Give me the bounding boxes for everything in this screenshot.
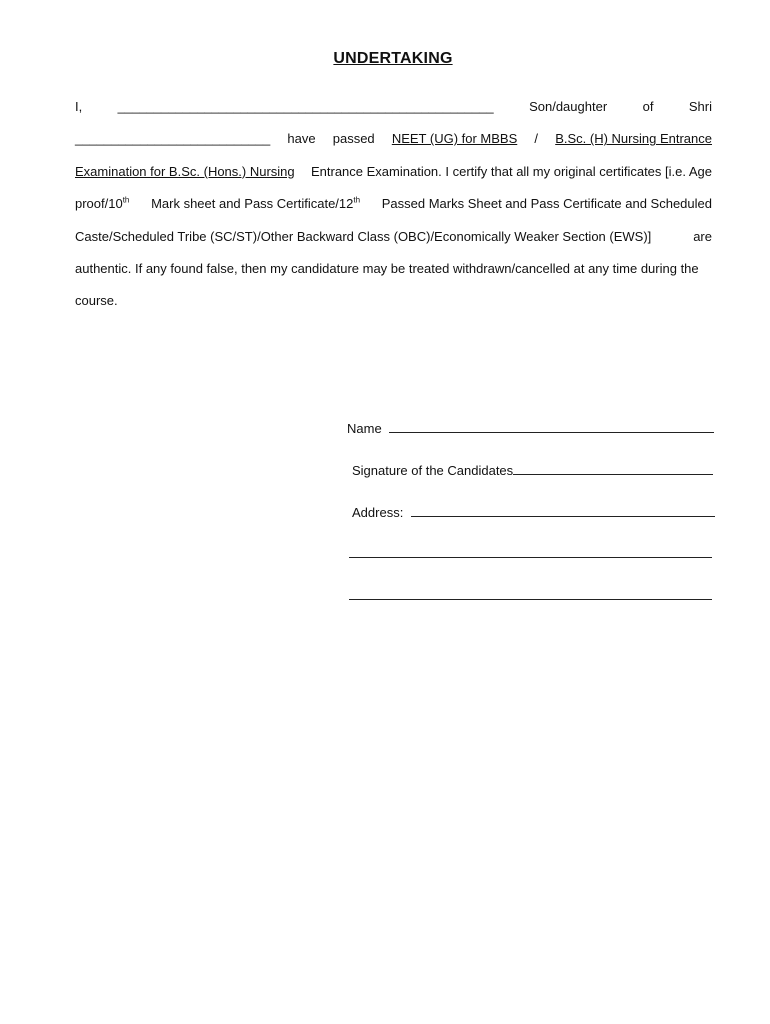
passed-marks-text: Passed Marks Sheet and Pass Certificate and Scheduled xyxy=(381,196,712,212)
name-field-row xyxy=(347,420,714,436)
address-fill-line-3[interactable] xyxy=(349,587,712,600)
bsc-hons-exam-text: Examination for B.Sc. (Hons.) Nursing xyxy=(75,163,295,179)
are-text: are xyxy=(693,228,712,244)
paragraph-line-5 xyxy=(75,221,712,253)
paragraph-line-7 xyxy=(75,285,712,317)
caste-text: Caste/Scheduled Tribe (SC/ST)/Other Backward Class (OBC)/Economically Weaker Section (EWS)] xyxy=(75,228,652,244)
shri-text: Shri xyxy=(688,99,712,114)
paragraph-line-3 xyxy=(75,156,712,188)
name-fill-line[interactable] xyxy=(389,420,714,433)
signature-label: Signature of the Candidates xyxy=(352,463,514,478)
undertaking-paragraph xyxy=(75,91,712,318)
address-label: Address: xyxy=(352,505,404,520)
pronoun-text: I, xyxy=(75,99,83,114)
proof-text: proof/10th xyxy=(75,195,130,212)
signature-fill-line[interactable] xyxy=(513,462,713,475)
paragraph-line-1 xyxy=(75,91,712,123)
paragraph-line-6 xyxy=(75,253,712,285)
address-fill-line-1[interactable] xyxy=(411,504,715,517)
bsc-nursing-text: B.Sc. (H) Nursing Entrance xyxy=(555,131,712,147)
neet-exam-text: NEET (UG) for MBBS xyxy=(391,131,518,147)
paragraph-line-4 xyxy=(75,188,712,220)
document-title: UNDERTAKING xyxy=(333,50,453,67)
address-row-2 xyxy=(349,545,712,561)
have-text: have xyxy=(287,131,316,147)
of-text: of xyxy=(642,99,654,114)
address-row-3 xyxy=(349,587,712,603)
passed-text: passed xyxy=(332,131,375,147)
address-field-row xyxy=(352,504,715,520)
candidate-name-blank: ____________________________________________________ xyxy=(117,99,494,114)
mark-sheet-text: Mark sheet and Pass Certificate/12th xyxy=(151,195,361,212)
signature-field-row xyxy=(352,462,713,478)
parent-name-blank: ___________________________ xyxy=(75,131,271,147)
slash-text: / xyxy=(534,131,539,147)
address-fill-line-2[interactable] xyxy=(349,545,712,558)
name-label: Name xyxy=(347,421,382,436)
authentic-text: authentic. If any found false, then my candidature may be treated withdrawn/cancelled at any time during the xyxy=(75,260,699,276)
course-text: course. xyxy=(75,293,118,309)
paragraph-line-2 xyxy=(75,123,712,155)
son-daughter-text: Son/daughter xyxy=(529,99,608,114)
certify-text: Entrance Examination. I certify that all my original certificates [i.e. Age xyxy=(310,163,712,179)
